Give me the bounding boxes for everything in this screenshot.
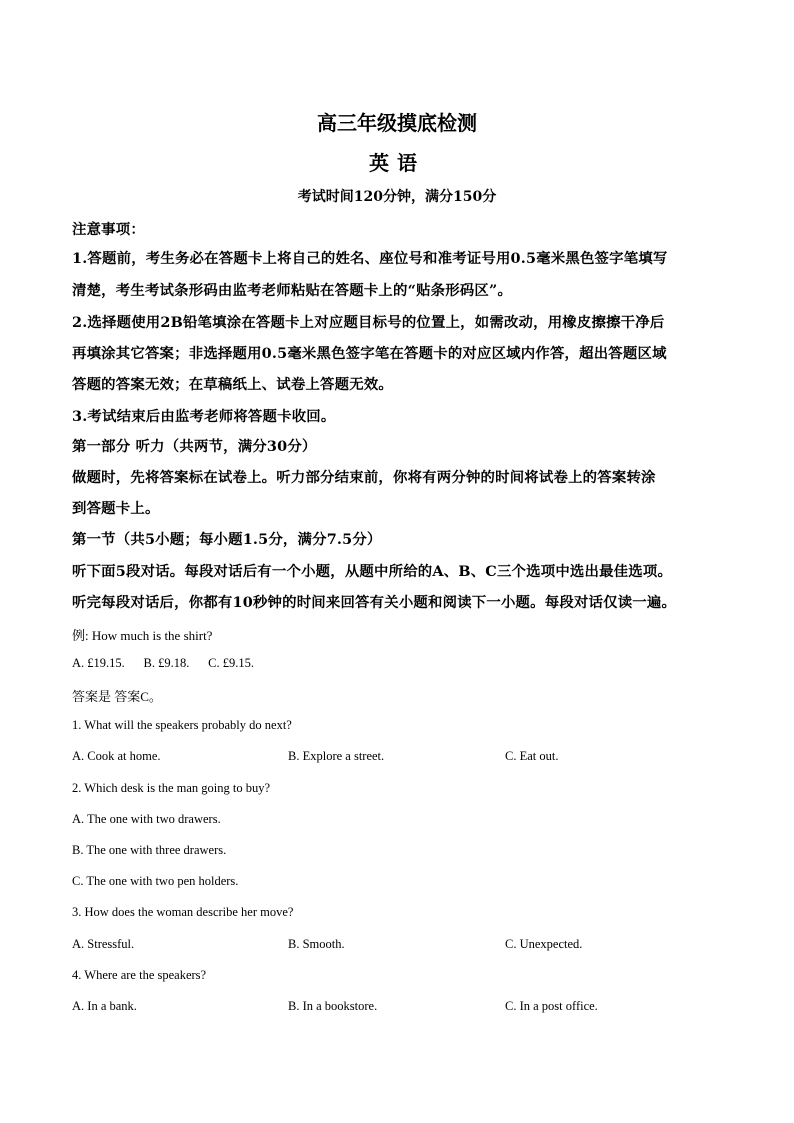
example-options: A. £19.15. B. £9.18. C. £9.15.: [72, 656, 254, 670]
question-option: C. The one with two pen holders.: [72, 874, 239, 888]
notes-line: 1.答题前，考生务必在答题卡上将自己的姓名、座位号和准考证号用0.5毫米黑色签字笔填写: [72, 250, 668, 267]
part1-intro-line: 做题时，先将答案标在试卷上。听力部分结束前，你将有两分钟的时间将试卷上的答案转涂: [72, 469, 656, 486]
example-question: 例: How much is the shirt?: [72, 628, 213, 643]
notes-line: 清楚，考生考试条形码由监考老师粘贴在答题卡上的“贴条形码区”。: [72, 282, 513, 299]
notes-line: 答题的答案无效；在草稿纸上、试卷上答题无效。: [72, 376, 393, 393]
question-option: B. In a bookstore.: [288, 999, 378, 1013]
question-stem: 2. Which desk is the man going to buy?: [72, 781, 271, 795]
question-option: B. The one with three drawers.: [72, 843, 227, 857]
notes-heading: 注意事项：: [72, 221, 145, 238]
question-option: A. Stressful.: [72, 937, 135, 951]
question-option: A. The one with two drawers.: [72, 812, 221, 826]
example-answer: 答案是 答案C。: [72, 689, 162, 704]
question-stem: 1. What will the speakers probably do next?: [72, 718, 292, 732]
notes-line: 3.考试结束后由监考老师将答题卡收回。: [72, 408, 336, 425]
page-title: 高三年级摸底检测: [317, 111, 477, 135]
question-stem: 4. Where are the speakers?: [72, 968, 207, 982]
question-option: C. In a post office.: [505, 999, 598, 1013]
question-option: C. Unexpected.: [505, 937, 583, 951]
notes-line: 2.选择题使用2B铅笔填涂在答题卡上对应题目标号的位置上，如需改动，用橡皮擦擦干净后: [72, 314, 665, 331]
part1-heading: 第一部分 听力（共两节，满分30分）: [72, 438, 317, 455]
question-option: A. Cook at home.: [72, 749, 161, 763]
question-option: A. In a bank.: [72, 999, 137, 1013]
notes-line: 再填涂其它答案；非选择题用0.5毫米黑色签字笔在答题卡的对应区域内作答，超出答题区域: [72, 345, 667, 362]
section1-line: 听下面5段对话。每段对话后有一个小题，从题中所给的A、B、C三个选项中选出最佳选项。: [72, 563, 673, 580]
question-option: C. Eat out.: [505, 749, 559, 763]
question-stem: 3. How does the woman describe her move?: [72, 905, 294, 919]
exam-info: 考试时间120分钟，满分150分: [297, 189, 497, 205]
question-option: B. Smooth.: [288, 937, 345, 951]
section1-line: 听完每段对话后，你都有10秒钟的时间来回答有关小题和阅读下一小题。每段对话仅读一遍。: [72, 594, 677, 611]
part1-intro-line: 到答题卡上。: [72, 500, 160, 517]
question-option: B. Explore a street.: [288, 749, 385, 763]
subject-title: 英语: [369, 151, 425, 175]
section1-heading: 第一节（共5小题；每小题1.5分，满分7.5分）: [72, 531, 382, 548]
